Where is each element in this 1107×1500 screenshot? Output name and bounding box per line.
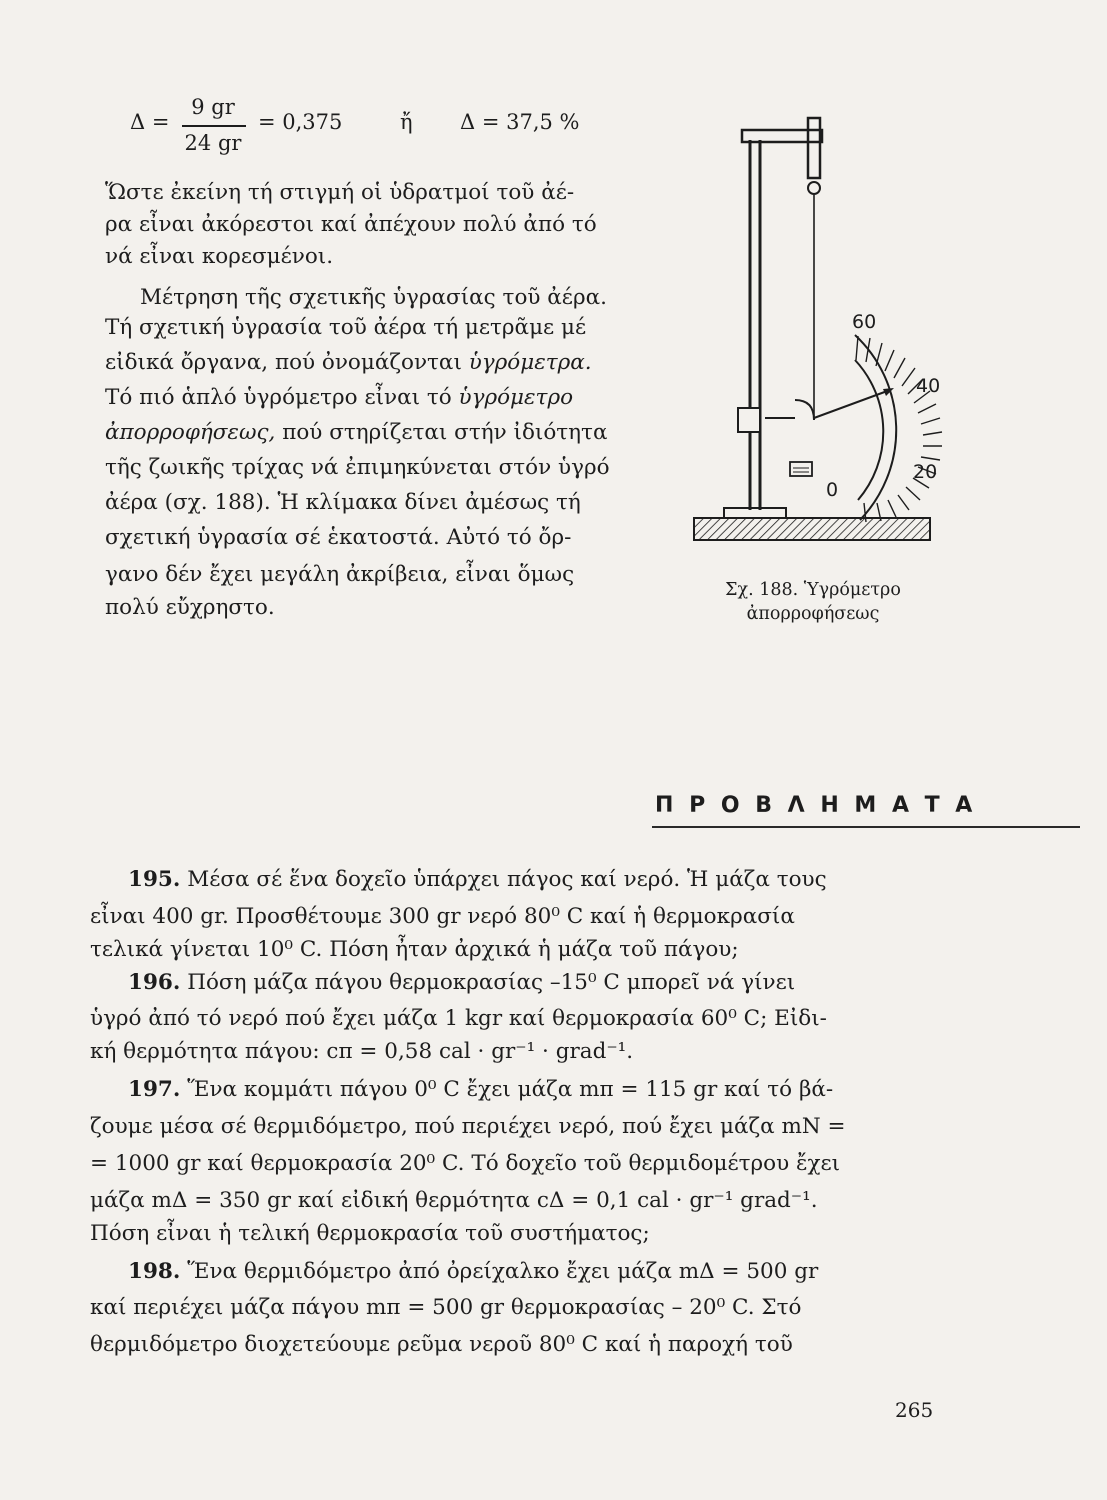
figure-caption (688, 578, 938, 626)
intro-line: ρα εἶναι ἀκόρεστοι καί ἀπέχουν πολύ ἀπό τό (105, 212, 597, 237)
problem-line: ὑγρό ἀπό τό νερό πού ἔχει μάζα 1 kgr καί θερμοκρασία 60⁰ C; Εἰδι- (90, 1006, 827, 1031)
delta-left: Δ = (130, 110, 170, 134)
section-line: Τή σχετική ὑγρασία τοῦ ἀέρα τή μετρᾶμε μέ (105, 315, 587, 340)
problem-195: 195. Μέσα σέ ἕνα δοχεῖο ὑπάρχει πάγος καί νερό. Ἡ μάζα τους (128, 867, 827, 892)
problems-heading: Π Ρ Ο Β Λ Η Μ Α Τ Α (655, 793, 977, 818)
problem-line: = 1000 gr καί θερμοκρασία 20⁰ C. Τό δοχεῖο τοῦ θερμιδομέτρου ἔχει (90, 1151, 841, 1176)
problem-line: μάζα mΔ = 350 gr καί εἰδική θερμότητα cΔ = 0,1 cal · gr⁻¹ grad⁻¹. (90, 1188, 818, 1213)
problem-198: 198. Ἕνα θερμιδόμετρο ἀπό ὀρείχαλκο ἔχει μάζα mΔ = 500 gr (128, 1259, 819, 1284)
problem-line: κή θερμότητα πάγου: cπ = 0,58 cal · gr⁻¹ · grad⁻¹. (90, 1039, 634, 1064)
intro-line: νά εἶναι κορεσμένοι. (105, 244, 334, 269)
page-number: 265 (895, 1398, 934, 1422)
formula-result: = 0,375 (258, 110, 343, 134)
problem-number: 198. (128, 1259, 181, 1284)
fraction-numerator: 9 gr (191, 95, 235, 119)
section-line: πολύ εὔχρηστο. (105, 595, 275, 620)
delta-percent: Δ = 37,5 % (460, 110, 580, 134)
fraction-bar (182, 125, 246, 127)
term-absorption-hygrometer: ὑγρόμετρο (458, 385, 574, 410)
intro-line: Ὥστε ἐκείνη τή στιγμή οἱ ὑδρατμοί τοῦ ἀέ- (105, 180, 575, 205)
problem-line: τελικά γίνεται 10⁰ C. Πόση ἦταν ἀρχικά ἡ μάζα τοῦ πάγου; (90, 937, 739, 962)
problem-line: ζουμε μέσα σέ θερμιδόμετρο, πού περιέχει νερό, πού ἔχει μάζα mN = (90, 1114, 846, 1139)
hygrometer-figure (680, 100, 950, 560)
problem-number: 196. (128, 970, 181, 995)
section-line: Τό πιό ἁπλό ὑγρόμετρο εἶναι τό ὑγρόμετρο (105, 385, 574, 410)
term-absorption: ἀπορροφήσεως, (105, 420, 276, 445)
problem-line: Πόση εἶναι ἡ τελική θερμοκρασία τοῦ συστήματος; (90, 1221, 650, 1246)
section-title: Μέτρηση τῆς σχετικῆς ὑγρασίας τοῦ ἀέρα. (140, 285, 607, 310)
problem-197: 197. Ἕνα κομμάτι πάγου 0⁰ C ἔχει μάζα mπ = 115 gr καί τό βά- (128, 1077, 834, 1102)
problem-number: 195. (128, 867, 181, 892)
section-line: ἀπορροφήσεως, πού στηρίζεται στήν ἰδιότητα (105, 420, 608, 445)
section-line: τῆς ζωικῆς τρίχας νά ἐπιμηκύνεται στόν ὑγρό (105, 455, 610, 480)
scale-label-0: 0 (826, 479, 839, 501)
term-hygrometers: ὑγρόμετρα. (468, 350, 592, 375)
section-line: εἰδικά ὄργανα, πού ὀνομάζονται ὑγρόμετρα. (105, 350, 592, 375)
section-line: ἀέρα (σχ. 188). Ἡ κλίμακα δίνει ἀμέσως τή (105, 490, 581, 515)
scale-ticks (856, 336, 942, 522)
caption-line-1: Σχ. 188. Ὑγρόμετρο (725, 580, 901, 600)
problem-196: 196. Πόση μάζα πάγου θερμοκρασίας –15⁰ C μπορεῖ νά γίνει (128, 970, 796, 995)
caption-line-2: ἀπορροφήσεως (746, 604, 880, 624)
section-line: γανο δέν ἔχει μεγάλη ἀκρίβεια, εἶναι ὅμως (105, 562, 575, 587)
scale-label-60: 60 (852, 311, 877, 333)
problem-line: εἶναι 400 gr. Προσθέτουμε 300 gr νερό 80⁰ C καί ἡ θερμοκρασία (90, 904, 795, 929)
heading-rule (652, 826, 1080, 828)
scale-label-40: 40 (916, 375, 941, 397)
section-line: σχετική ὑγρασία σέ ἑκατοστά. Αὐτό τό ὄρ- (105, 525, 572, 550)
fraction-denominator: 24 gr (184, 131, 242, 155)
scale-label-20: 20 (913, 461, 938, 483)
problem-line: καί περιέχει μάζα πάγου mπ = 500 gr θερμοκρασίας – 20⁰ C. Στό (90, 1295, 802, 1320)
problem-line: θερμιδόμετρο διοχετεύουμε ρεῦμα νεροῦ 80⁰ C καί ἡ παροχή τοῦ (90, 1332, 793, 1357)
formula-or: ἤ (400, 110, 413, 134)
problem-number: 197. (128, 1077, 181, 1102)
